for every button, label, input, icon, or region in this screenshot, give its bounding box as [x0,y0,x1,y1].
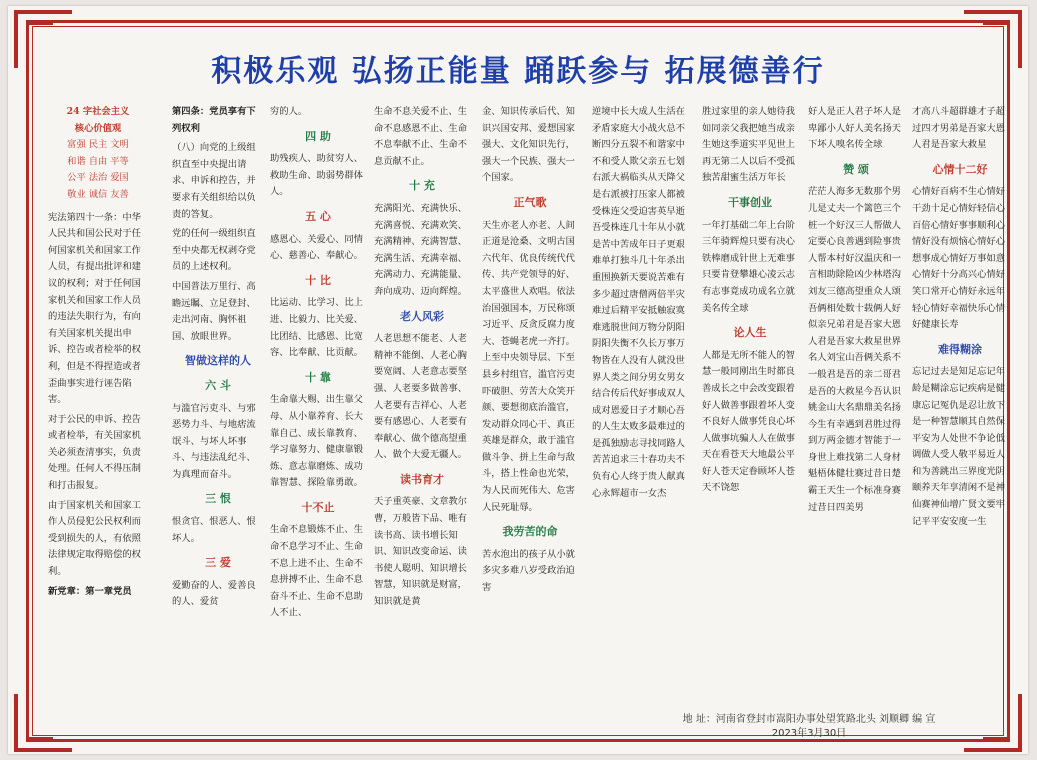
paragraph: 生命不息锻炼不止、生命不息学习不止、生命不息上进不止、生命不息拼搏不止、生命不息奋斗不止、生命不息助人不止、 [270,524,363,619]
paragraph: 中国普法万里行、高瞻远瞩、立足登封、走出河南、胸怀祖国、放眼世界。 [172,280,256,342]
section-heading: 我劳苦的命 [502,525,558,539]
value-line: 富强 民主 文明 [67,139,129,151]
corner-ornament [14,10,72,68]
paragraph: 感恩心、关爱心、同情心、慈善心、奉献心。 [270,233,363,262]
section-heading: 六 斗 [205,378,231,392]
value-line: 和谐 自由 平等 [67,155,129,167]
date-line: 2023年3月30日 [771,728,847,739]
paragraph: 心情好百病不生心情好干劲十足心情好轻信心百倍心情好事事顺利心情好没有烦恼心情好心想事成心情好万事如意心情好十分高兴心情好笑口常开心情好永远年轻心情好幸福快乐心情好健康长寿 [912,186,1005,331]
paragraph: 苦水泡出的孩子从小就多灾多难八岁受政治迫害 [482,548,575,594]
paragraph: 党的任何一级组织直至中央都无权剥夺党员的上述权利。 [172,228,256,273]
paragraph: 对于公民的申诉、控告或者检举，有关国家机关必须查清事实，负责处理。任何人不得压制和打击报复。 [48,413,141,492]
paragraph: 爱勤奋的人、爱善良的人、爱贫 [172,579,256,608]
paragraph: 金、知识传承后代、知识兴国安邦、爱想国家强大、文化知识先行，强大一个民族、强大一个国家。 [482,106,575,184]
section-heading: 三 恨 [205,492,231,506]
paragraph: 一年打基础二年上台阶三年骑辉煌只要有决心铁棒磨成针世上无难事只要肯登攀雄心凌云志有志事竟成功成名立就美名传全球 [702,219,795,314]
section-heading: 赞 颂 [843,162,869,176]
section-heading: 读书育才 [400,472,444,486]
paragraph: 第四条：党员享有下列权利 [172,106,256,134]
paragraph: 好人是正人君子坏人是卑鄙小人好人美名扬天下坏人嗅名传全球 [808,106,901,151]
section-heading: 十 充 [409,179,435,193]
paragraph: 茫茫人海多无数那个男儿是丈夫一个篱笆三个桩一个好汉三人帮做人定要心良善遇到险事贵人帮本村好汉温庆和一言相助除险凶少林塔沟刘友三德高望重众人颂吾俩相处数十载俩人好似亲兄弟君是吾家大恩人君是吾家大救星世界名人刘宝山吾俩关系不一般君是吾的亲二哥君是吾的大救星今吾认识姚金山大名鼎鼎美名扬今生有幸遇到君胜过得到万两金德才智能于一身世上难找第二人身材魁梧体健壮赛过昔日楚霸王天生一个标准身赛过昔日四美男 [808,186,901,513]
footer [624,713,994,741]
page-title: 积极乐观 弘扬正能量 踊跃参与 拓展德善行 [211,54,825,89]
column-2 [172,104,264,716]
paragraph: 天生亦老人亦老、人间正道是沧桑、文明古国六代年、优良传统代代传、共产党领导的好、太平盛世人欢唱。依法治国强国本，万民称颂习近平、反贪反腐力度大、苍蝇老虎一齐打。上至中央领导层、下至县乡村组官，滥官污吏吓破胆、劳苦大众笑开颜、要想彻底治滥官，发动群众同心干、真正英雄是群众，敢于滥官做斗争、拼上生命与敌斗，搭上性命也光荣，为人民而死伟大、危害人民死耻辱。 [482,219,575,513]
section-heading: 心情十二好 [932,162,988,176]
column-3 [270,104,366,716]
paragraph: 新党章：第一章党员 [48,585,132,597]
column-5 [482,104,578,716]
paragraph: 人老思想不能老、人老精神不能倒、人老心胸要宽阔、人老意志要坚强、人老要多做善事、人老要有吉祥心、人老要有感恩心、人老要有奉献心、做个德高望重人、做个大爱无疆人。 [374,333,467,461]
column-7 [702,104,798,710]
column-6 [592,104,688,716]
address-line: 地 址：河南省登封市嵩阳办事处望箕路北头 刘顺卿 编 宣 [682,714,936,725]
paragraph: 胜过家里的亲人她待我如同亲父我把她当成亲生她这季道实平见世上再无第二人以后不受孤独苦甜蜜生活万年长 [702,106,795,184]
column-4 [374,104,470,716]
paragraph: 穷的人。 [270,106,308,117]
paragraph: 恨贪官、恨恶人、恨坏人。 [172,516,256,544]
paragraph: 与滥官污吏斗、与邪恶势力斗、与地痞流氓斗、与坏人坏事斗、与违法乱纪斗、为真理而奋斗。 [172,402,256,480]
paragraph: 才高八斗超群雄才子超过四才男弟是吾家大恩人君是吾家大救星 [912,106,1005,151]
paragraph: 充满阳光、充满快乐、充满喜悦、充满欢笑、充满精神、充满智慧、充满生活、充满幸福、充满动力、充满能量、奔向成功、迈向辉煌。 [374,202,467,297]
section-heading: 十不止 [301,500,335,514]
paragraph: 生命不息关爱不止、生命不息感恩不止、生命不息奉献不止、生命不息贡献不止。 [374,106,467,167]
corner-ornament [964,10,1022,68]
section-heading: 十 靠 [305,370,331,384]
section-title: 24 字社会主义 [66,106,130,117]
section-heading: 四 助 [305,129,331,143]
value-line: 敬业 诚信 友善 [67,188,129,200]
paragraph: （八）向党的上级组织直至中央提出请求、申诉和控告，并要求有关组织给以负责的答复。 [172,142,256,220]
section-heading: 干事创业 [728,195,772,209]
section-heading: 十 比 [305,273,331,287]
section-heading: 三 爱 [205,556,231,570]
column-1 [48,104,148,716]
section-heading: 智做这样的人 [185,354,251,368]
paragraph: 由于国家机关和国家工作人员侵犯公民权利而受到损失的人，有依照法律规定取得赔偿的权利。 [48,499,141,578]
section-title: 核心价值观 [74,122,122,134]
paragraph: 天子重英豪、文章教尔曹，万般皆下品、唯有读书高、读书增长知识、知识改变命运、读书使人聪明、知识增长智慧，知识就是财富，知识就是黄 [374,496,467,608]
poster [8,6,1028,754]
section-heading: 正气歌 [513,195,547,209]
value-line: 公平 法治 爱国 [67,172,129,184]
paragraph: 宪法第四十一条：中华人民共和国公民对于任何国家机关和国家工作人员，有提出批评和建议的权利；对于任何国家机关和国家工作人员的违法失职行为，有向有关国家机关提出申诉、控告或者检举的权利，但是不得捏造或者歪曲事实进行诬告陷害。 [48,211,141,406]
paragraph: 逆境中长大成人生活在矛盾家庭大小战火总不断四分五裂不和谐家中不和受人欺父亲五七划右派大祸临头从天降父是右派被打压家人都被受株连父受迫害英早逝吾受株连几十年从小就是苦中苦成年日子更艰难单打独斗几十年杀出重围换新天要说苦难有多少超过唐僧两倍半灾难过后精平安抵触寂寞难逃脱世间万物分阴阳阴阳失衡不久长万事万物皆在人没有人就没世界人类之间分男女男女结合传后代好事成双人成对恩爱日子才顺心吾的人生太败多最难过的是孤独励志寻找同路人苦苦追求三十春功夫不负有心人终于贵人献真心永辉超市一女杰 [592,106,685,499]
section-heading: 论人生 [733,326,767,340]
column-9 [912,104,1008,710]
paragraph: 人都是无所不能人的智慧一般同刚出生时都良善成长之中会改变跟着好人做善事跟着坏人变不良好人做事凭良心坏人做事坑骗人人在做事天在看苍天大地最公平好人苍天定眷顾坏人苍天不饶恕 [702,349,795,494]
column-8 [808,104,904,710]
paragraph: 比运动、比学习、比上进、比毅力、比关爱、比团结、比感恩、比宽容、比奉献、比贡献。 [270,297,363,359]
section-heading: 难得糊涂 [938,342,982,356]
section-heading: 五 心 [305,209,331,223]
section-heading: 老人风彩 [400,309,444,323]
paragraph: 忘记过去是知足忘记年龄是糊涂忘记疾病是健康忘记冤仇是忍让放下是一种智慧顺其自然保平安为人处世不争论低调做人受人敬平易近人和为善跳出三界度光阴颐养天年享清闲不是神仙赛神仙增广贤文要牢记平平安安度一生 [912,366,1005,527]
paragraph: 生命靠大赐、出生靠父母、从小靠养育、长大靠自己、成长靠教育、学习靠努力、健康靠锻炼、意志靠磨炼、成功靠智慧、探险靠勇敢。 [270,394,363,489]
paragraph: 助残疾人、助贫穷人、救助生命、助弱势群体人。 [270,153,363,198]
